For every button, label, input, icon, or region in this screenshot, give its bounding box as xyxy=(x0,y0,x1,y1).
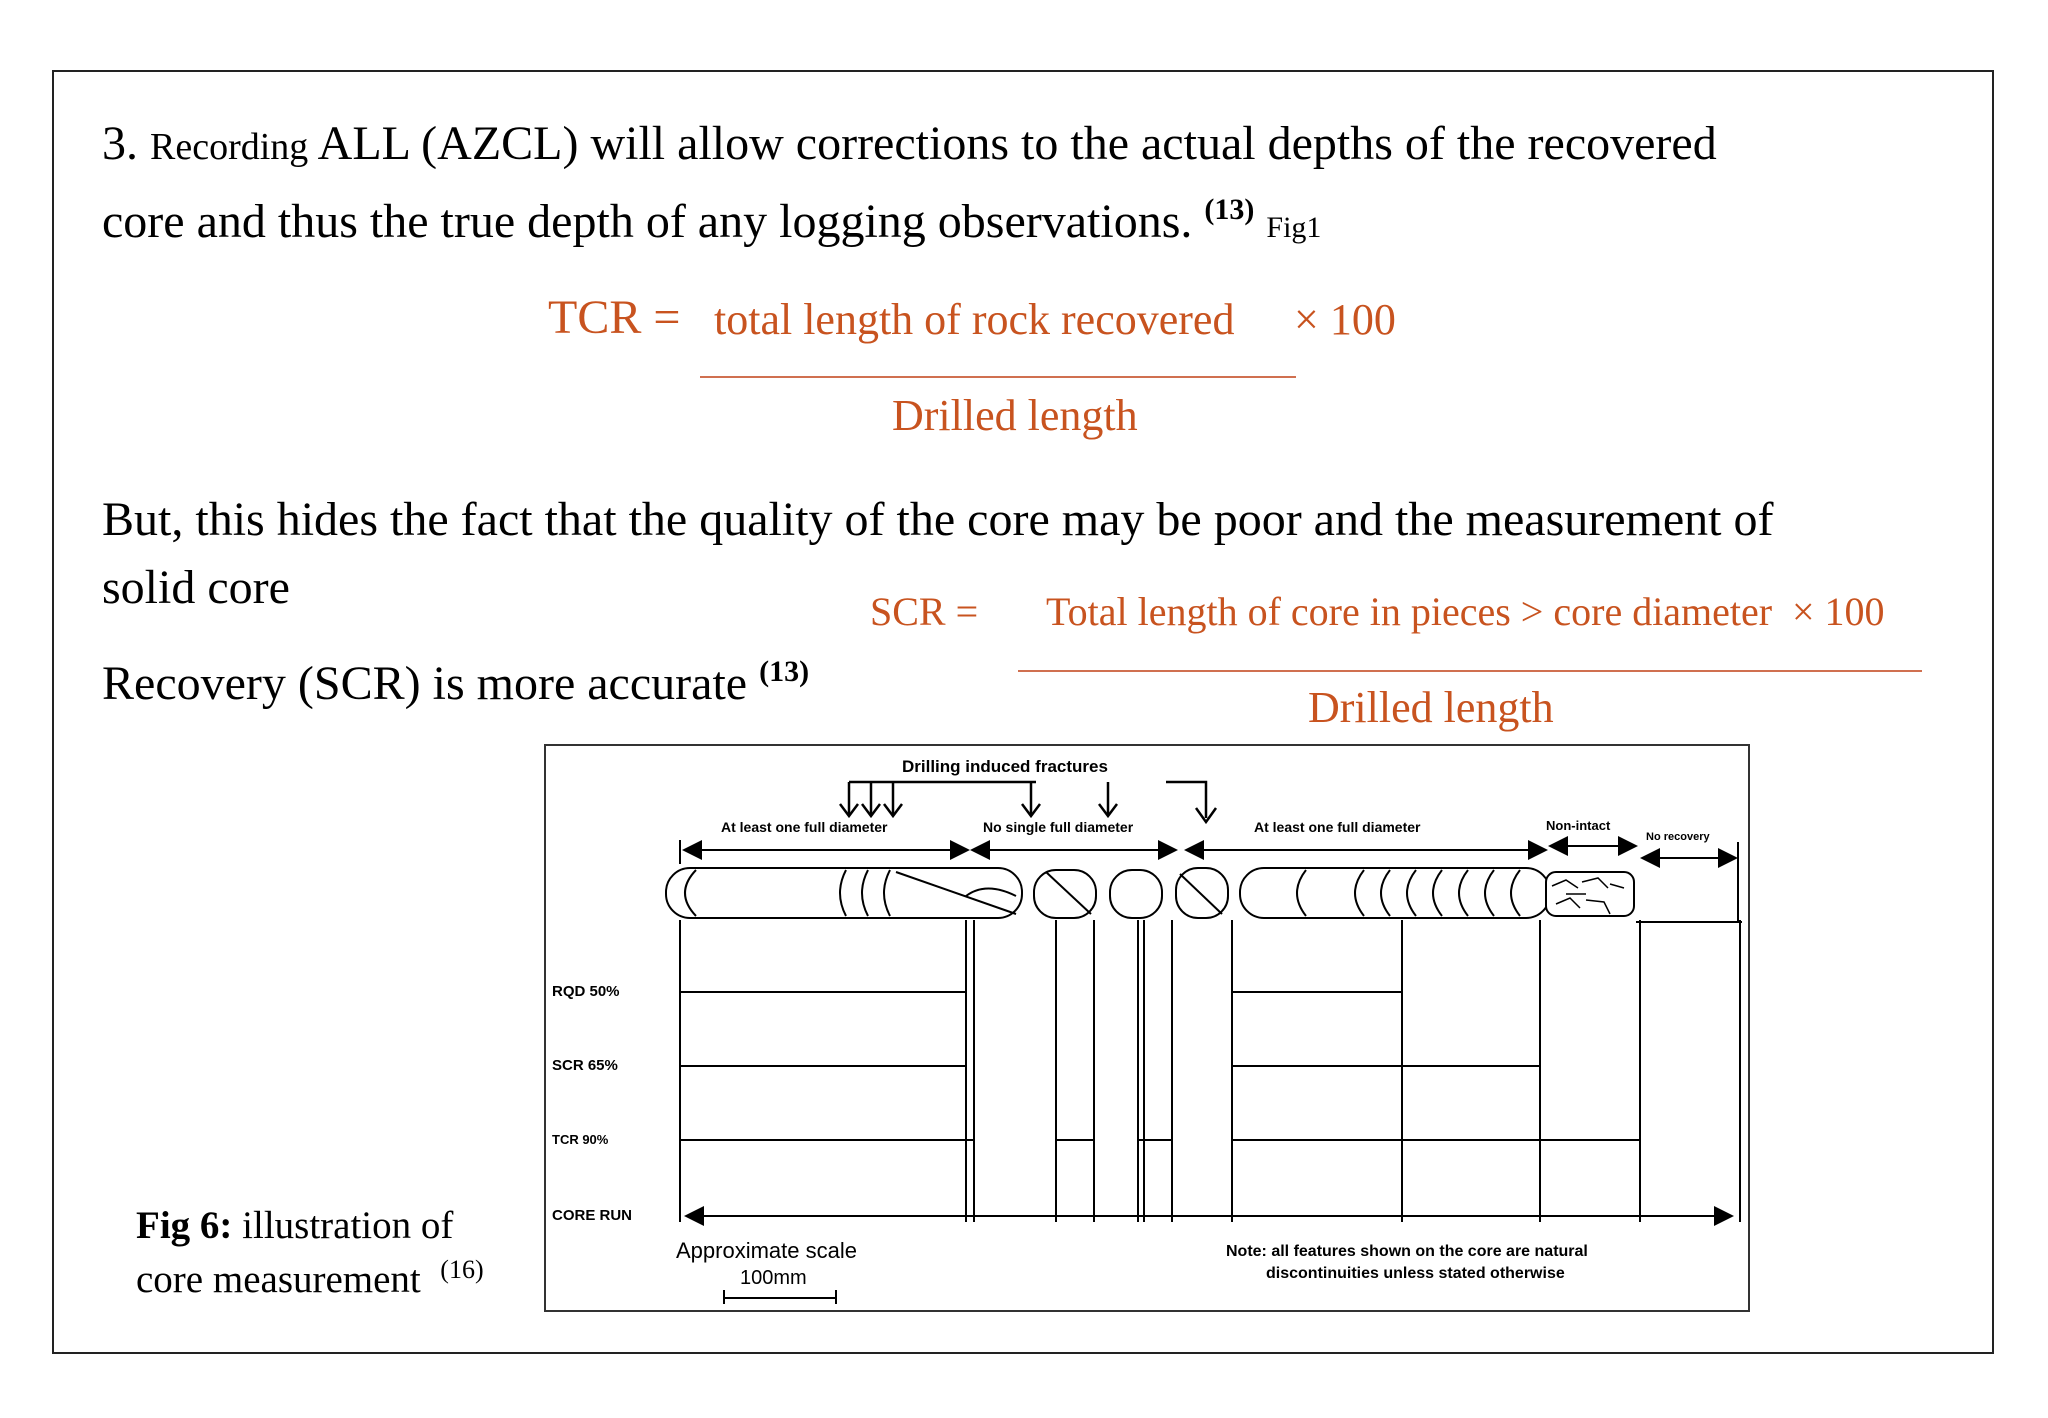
paragraph-1-line-1: 3. Recording ALL (AZCL) will allow corrections to the actual depths of the recovered xyxy=(102,117,1717,170)
paragraph-2-line-3: Recovery (SCR) is more accurate $^{(13)}$ xyxy=(102,655,810,710)
note-line-2: discontinuities unless stated otherwise xyxy=(1266,1265,1565,1282)
fig-title: Drilling induced fractures xyxy=(902,757,1108,776)
scr-numerator: Total length of core in pieces > core diameter xyxy=(1046,589,1773,634)
figure-caption-line-1: Fig 6: illustration of xyxy=(136,1204,454,1247)
tcr-lhs: TCR = xyxy=(548,291,681,344)
tcr-multiplier: × 100 xyxy=(1294,295,1396,344)
seg3-label: At least one full diameter xyxy=(1254,819,1421,835)
scr-lhs: SCR = xyxy=(870,589,979,634)
scr-fraction-bar xyxy=(1018,670,1922,672)
seg2-label: No single full diameter xyxy=(983,819,1134,835)
seg4-label: Non-intact xyxy=(1546,818,1611,833)
row-label-tcr: TCR 90% xyxy=(552,1132,609,1147)
scr-multiplier: × 100 xyxy=(1792,589,1885,634)
paragraph-2-line-2: solid core xyxy=(102,561,290,614)
scale-label: Approximate scale xyxy=(676,1238,857,1263)
row-label-core-run: CORE RUN xyxy=(552,1207,633,1224)
figure-caption-line-2: core measurement $^{(16)}$ xyxy=(136,1255,484,1301)
row-label-rqd: RQD 50% xyxy=(552,983,620,1000)
core-measurement-figure xyxy=(544,744,1750,1312)
paragraph-2-line-1: But, this hides the fact that the quality of the core may be poor and the measurement of xyxy=(102,493,1774,546)
core-measurement-diagram xyxy=(546,746,1748,1310)
tcr-numerator: total length of rock recovered xyxy=(714,295,1235,344)
column-lines xyxy=(680,920,1740,1222)
measurement-bars xyxy=(680,992,1732,1216)
seg5-label: No recovery xyxy=(1646,831,1710,843)
seg1-label: At least one full diameter xyxy=(721,819,888,835)
paragraph-1-line-2: core and thus the true depth of any logging observations. $^{(13)}$ Fig1 xyxy=(102,193,1322,248)
note-line-1: Note: all features shown on the core are natural xyxy=(1226,1243,1588,1260)
tcr-fraction-bar xyxy=(700,376,1296,378)
scale-value: 100mm xyxy=(740,1267,807,1289)
scr-denominator: Drilled length xyxy=(1308,683,1554,732)
tcr-denominator: Drilled length xyxy=(892,391,1138,440)
fracture-arrows xyxy=(840,782,1216,822)
core-pieces xyxy=(666,868,1634,918)
row-label-scr: SCR 65% xyxy=(552,1057,618,1074)
scale-bar xyxy=(724,1290,836,1304)
